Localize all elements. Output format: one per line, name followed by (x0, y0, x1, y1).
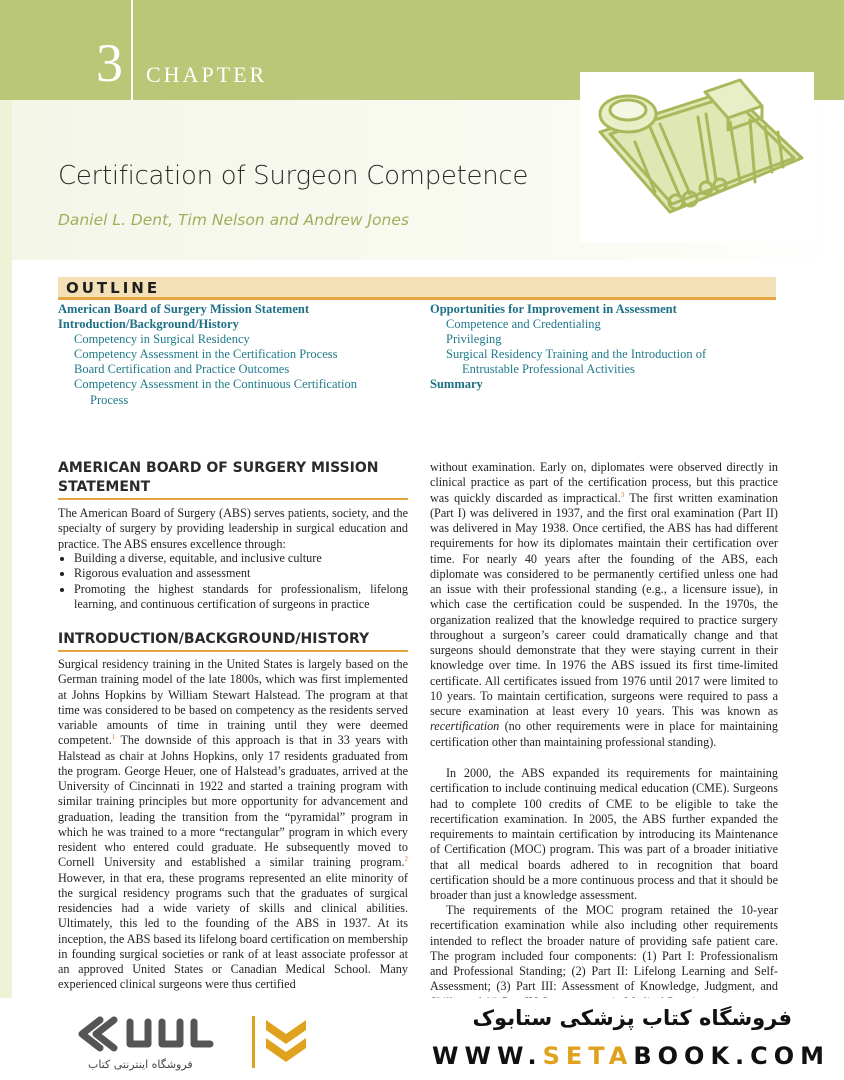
right-text-b: The first written examination (Part I) was delivered in 1937, and the first oral examination (Part II) was delivered in May 1938. Once certified, the ABS has had different requirements for how its diplomates maintain their certification over time. For nearly 40 years after the founding of the ABS, each diplomate was considered to be permanently certified unless one had an issue with their professional standing (e.g., a licensure issue), in which case the certification could be suspended. In the 1970s, the organization realized that the knowledge required to practice surgery throughout a surgeon’s career could dramatically change and that surgeons should demonstrate that they were staying current in their knowledge over time. In 1976 the ABS issued its first time-limited certificate. All certificates issued from 1976 until 2017 were limited to 10 years. To maintain certification, surgeons were required to pass a secure examination at least every 10 years. This was known as (430, 490, 778, 718)
setabook-logo (70, 1010, 250, 1058)
section-rule (58, 498, 408, 500)
outline-link-summary[interactable]: Summary (430, 377, 483, 391)
intro-text-c: However, in that era, these programs represented an elite minority of the surgical residency programs such that the graduates of surgical residencies had a wide variety of skills and clinical abilities. Ultimately, this led to the founding of the ABS in 1937. At its inception, the ABS based its lifelong board certification on membership in founding surgical societies or rank of at least associate professor at an approved United States or Canadian Medical School. Many experienced clinical surgeons were thus certified (58, 870, 408, 992)
outline-link-credentialing[interactable]: Competence and Credentialing (446, 317, 601, 331)
store-url-accent: SETA (542, 1042, 634, 1070)
intro-text-b: The downside of this approach is that in 33 years with Halstead as chair at Johns Hopkins, only 17 residents graduated from the program. George Heuer, one of Halstead’s graduates, arrived at the University of Cincinnati in 1922 and started a training program with similar training principles but more opportunity for advancement and graduation, leading the transition from the “pyramidal” program in which he was trained to a more “rectangular” program in which every resident who entered could graduate. He subsequently moved to Cornell University and established a similar training program. (58, 733, 408, 870)
introduction-paragraph (58, 657, 408, 995)
section-heading-introduction: INTRODUCTION/BACKGROUND/HISTORY (58, 631, 370, 647)
outline-link-epa[interactable]: Surgical Residency Training and the Introduction of (446, 347, 707, 361)
surgical-tray-icon (580, 72, 814, 242)
outline-bar (58, 277, 776, 300)
outline-link-privileging[interactable]: Privileging (446, 332, 502, 346)
reference-3[interactable]: 3 (620, 490, 625, 499)
logo-caption: فروشگاه اینترنتی کتاب (88, 1058, 193, 1071)
outline-link-competency-certification[interactable]: Competency Assessment in the Certification Process (74, 347, 338, 361)
mission-paragraph: The American Board of Surgery (ABS) serves patients, society, and the specialty of surgery by providing leadership in surgical education and practice. The ABS ensures excellence through: (58, 506, 408, 551)
outline-link-competency-residency[interactable]: Competency in Surgical Residency (74, 332, 250, 346)
right-paragraph-1 (430, 460, 778, 750)
chevron-logo-icon (252, 1016, 312, 1068)
right-paragraph-2: In 2000, the ABS expanded its requirements for maintaining certification to include continuing medical education (CME). Surgeons had to complete 100 credits of CME to be eligible to take the recertification examination. In 2005, the ABS further expanded the requirements to maintain certification by introducing its Maintenance of Certification (MOC) program. This was part of a broader initiative that all medical boards adhered to in recognition that board certification should be a more continuous process and that it should be broader than just a knowledge assessment. (430, 766, 778, 902)
store-url-prefix: WWW. (432, 1042, 543, 1070)
chapter-label: CHAPTER (146, 62, 268, 87)
section-heading-mission-line2: STATEMENT (58, 479, 151, 495)
surgical-tray-illustration (580, 72, 814, 242)
list-item: • Building a diverse, equitable, and inclusive culture (74, 551, 408, 566)
outline-heading: OUTLINE (66, 279, 161, 297)
left-margin-stripe (0, 100, 12, 998)
chapter-divider-line (131, 0, 133, 100)
store-name: فروشگاه کتاب پزشکی ستابوک (472, 1006, 792, 1030)
store-url[interactable] (432, 1042, 830, 1070)
list-item: • Promoting the highest standards for professionalism, lifelong learning, and continuous certification of surgeons in practice (74, 582, 408, 613)
reference-2[interactable]: 2 (404, 855, 408, 864)
outline-link-opportunities[interactable]: Opportunities for Improvement in Assessment (430, 302, 677, 316)
right-text-c: (no other requirements were in place for maintaining certification other than maintaining professional standing). (430, 719, 778, 749)
section-rule (58, 650, 408, 652)
section-heading-mission (58, 459, 408, 497)
outline-link-introduction[interactable]: Introduction/Background/History (58, 317, 239, 331)
setabook-chevron-logo (252, 1016, 312, 1068)
reference-1[interactable]: 1 (111, 733, 116, 742)
right-text-a: without examination. Early on, diplomates were observed directly in clinical practice as part of the certification process, but this practice was quickly discarded as impractical. (430, 460, 778, 505)
recertification-term: recertification (430, 719, 500, 734)
right-paragraph-3: The requirements of the MOC program retained the 10-year recertification examination while also including other requirements intended to reflect the broader nature of providing safe patient care. The program included four components: (1) Part I: Professionalism and Professional Standing; (2) Part II: Lifelong Learning and Self-Assessment; (3) Part III: Assessment of Knowledge, Judgment, and (430, 903, 778, 994)
chapter-authors: Daniel L. Dent, Tim Nelson and Andrew Jones (58, 211, 409, 229)
outline-link-continuous-certification[interactable]: Competency Assessment in the Continuous Certification (74, 377, 357, 391)
store-url-suffix: BOOK.COM (633, 1042, 831, 1070)
chapter-title: Certification of Surgeon Competence (58, 161, 529, 191)
outline-link-mission[interactable]: American Board of Surgery Mission Statement (58, 302, 310, 316)
outline-link-continuous-certification-cont[interactable]: Process (90, 393, 129, 407)
mission-bullet-list (58, 551, 408, 612)
intro-text-a: Surgical residency training in the United States is largely based on the German training model of the late 1800s, which was first implemented at Johns Hopkins by William Stewart Halstead. The program at that time was considered to be based on competency as the residents served variable amounts of time in training until they were deemed competent. (58, 657, 408, 748)
list-item: • Rigorous evaluation and assessment (74, 566, 408, 581)
section-heading-mission-line1: AMERICAN BOARD OF SURGERY MISSION (58, 460, 379, 476)
chapter-number: 3 (96, 33, 123, 93)
outline-link-epa-cont[interactable]: Entrustable Professional Activities (462, 362, 635, 376)
setabook-logo-icon (70, 1010, 250, 1058)
outline-link-board-certification[interactable]: Board Certification and Practice Outcomes (74, 362, 290, 376)
